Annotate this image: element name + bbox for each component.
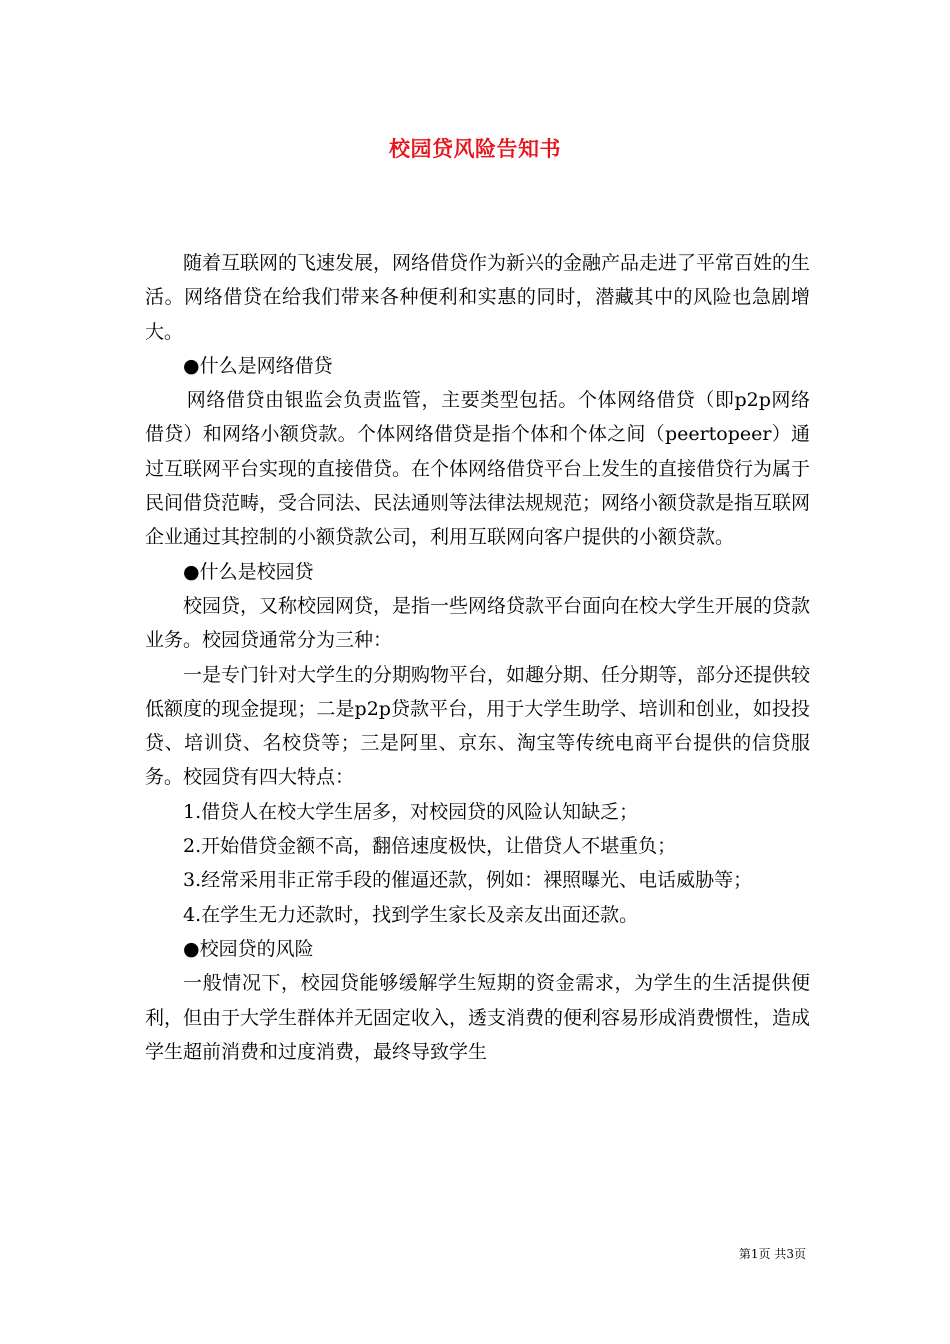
page-number-footer bbox=[739, 1246, 806, 1262]
footer-current-page: 1 bbox=[750, 1247, 759, 1261]
paragraph-online-lending: 网络借贷由银监会负责监管，主要类型包括。个体网络借贷（即p2p网络借贷）和网络小额贷款。个体网络借贷是指个体和个体之间（peertopeer）通过互联网平台实现的直接借贷。在个体网络借贷平台上发生的直接借贷行为属于民间借贷范畴，受合同法、民法通则等法律法规规范；网络小额贷款是指互联网企业通过其控制的小额贷款公司，利用互联网向客户提供的小额贷款。 bbox=[145, 389, 811, 549]
paragraph-campus-loan-definition: 校园贷，又称校园网贷，是指一些网络贷款平台面向在校大学生开展的贷款业务。校园贷通常分为三种： bbox=[145, 594, 811, 652]
footer-prefix: 第 bbox=[738, 1247, 751, 1261]
footer-suffix: 页 bbox=[793, 1247, 806, 1261]
footer-total-pages: 3 bbox=[786, 1247, 794, 1261]
footer-middle: 页 共 bbox=[758, 1247, 787, 1261]
section-heading-what-is-campus-loan: ●什么是校园贷 bbox=[183, 560, 314, 583]
section-heading-what-is-online-lending: ●什么是网络借贷 bbox=[183, 354, 333, 377]
list-item-feature-4: 4.在学生无力还款时，找到学生家长及亲友出面还款。 bbox=[183, 903, 639, 926]
list-item-feature-1: 1.借贷人在校大学生居多，对校园贷的风险认知缺乏； bbox=[183, 800, 639, 823]
document-title: 校园贷风险告知书 bbox=[389, 136, 561, 161]
list-item-feature-3: 3.经常采用非正常手段的催逼还款，例如：裸照曝光、电话威胁等； bbox=[183, 869, 753, 892]
document-body bbox=[145, 246, 810, 1069]
paragraph-campus-loan-risks: 一般情况下，校园贷能够缓解学生短期的资金需求，为学生的生活提供便利，但由于大学生群体并无固定收入，透支消费的便利容易形成消费惯性，造成学生超前消费和过度消费，最终导致学生 bbox=[145, 972, 811, 1063]
paragraph-campus-loan-types: 一是专门针对大学生的分期购物平台，如趣分期、任分期等，部分还提供较低额度的现金提现；二是p2p贷款平台，用于大学生助学、培训和创业，如投投贷、培训贷、名校贷等；三是阿里、京东、淘宝等传统电商平台提供的信贷服务。校园贷有四大特点： bbox=[145, 663, 811, 789]
paragraph-intro: 随着互联网的飞速发展，网络借贷作为新兴的金融产品走进了平常百姓的生活。网络借贷在给我们带来各种便利和实惠的同时，潜藏其中的风险也急剧增大。 bbox=[145, 252, 811, 343]
list-item-feature-2: 2.开始借贷金额不高，翻倍速度极快，让借贷人不堪重负； bbox=[183, 835, 677, 858]
section-heading-campus-loan-risks: ●校园贷的风险 bbox=[183, 937, 314, 960]
